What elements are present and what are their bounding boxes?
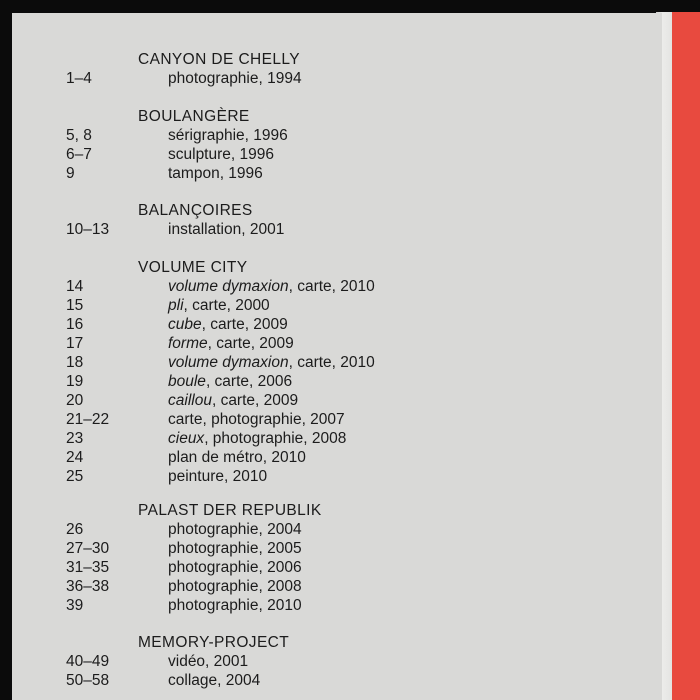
item-description: carte, photographie, 2007 xyxy=(168,411,345,428)
item-description: plan de métro, 2010 xyxy=(168,449,306,466)
item-number: 24 xyxy=(66,449,84,466)
item-description: volume dymaxion, carte, 2010 xyxy=(168,278,375,295)
section-title: BOULANGÈRE xyxy=(138,108,250,125)
item-number: 40–49 xyxy=(66,653,110,670)
list-item xyxy=(12,577,662,596)
item-number: 14 xyxy=(66,278,84,295)
list-item xyxy=(12,315,662,334)
item-number: 21–22 xyxy=(66,411,110,428)
list-item xyxy=(12,145,662,164)
item-number: 19 xyxy=(66,373,84,390)
list-item xyxy=(12,164,662,183)
list-item xyxy=(12,126,662,145)
item-description: vidéo, 2001 xyxy=(168,653,249,670)
list-item xyxy=(12,539,662,558)
section-title: MEMORY-PROJECT xyxy=(138,634,290,651)
item-number: 31–35 xyxy=(66,559,110,576)
item-number: 16 xyxy=(66,316,84,333)
item-description: boule, carte, 2006 xyxy=(168,373,293,390)
list-item xyxy=(12,296,662,315)
list-item xyxy=(12,467,662,486)
item-description: photographie, 2010 xyxy=(168,597,302,614)
section-title: PALAST DER REPUBLIK xyxy=(138,502,322,519)
catalog-page xyxy=(12,13,662,700)
list-item xyxy=(12,429,662,448)
item-description: photographie, 1994 xyxy=(168,70,302,87)
item-number: 23 xyxy=(66,430,84,447)
item-number: 18 xyxy=(66,354,84,371)
item-number: 20 xyxy=(66,392,84,409)
list-item xyxy=(12,372,662,391)
item-number: 5, 8 xyxy=(66,127,92,144)
item-number: 1–4 xyxy=(66,70,92,87)
item-description: caillou, carte, 2009 xyxy=(168,392,299,409)
list-item xyxy=(12,520,662,539)
item-number: 17 xyxy=(66,335,84,352)
item-description: photographie, 2005 xyxy=(168,540,302,557)
item-number: 50–58 xyxy=(66,672,110,689)
item-number: 27–30 xyxy=(66,540,110,557)
item-description: photographie, 2006 xyxy=(168,559,302,576)
item-description: sculpture, 1996 xyxy=(168,146,274,163)
item-number: 39 xyxy=(66,597,84,614)
list-item xyxy=(12,353,662,372)
list-item xyxy=(12,652,662,671)
item-description: photographie, 2004 xyxy=(168,521,302,538)
item-number: 9 xyxy=(66,165,75,182)
item-number: 36–38 xyxy=(66,578,110,595)
list-item xyxy=(12,220,662,239)
item-description: pli, carte, 2000 xyxy=(168,297,270,314)
section-title: CANYON DE CHELLY xyxy=(138,51,301,68)
list-item xyxy=(12,334,662,353)
list-item xyxy=(12,558,662,577)
item-description: sérigraphie, 1996 xyxy=(168,127,288,144)
background-gap xyxy=(656,0,700,12)
list-item xyxy=(12,448,662,467)
list-item xyxy=(12,69,662,88)
item-description: volume dymaxion, carte, 2010 xyxy=(168,354,375,371)
item-description: collage, 2004 xyxy=(168,672,261,689)
section-title: BALANÇOIRES xyxy=(138,202,253,219)
item-description: peinture, 2010 xyxy=(168,468,268,485)
item-number: 10–13 xyxy=(66,221,110,238)
list-item xyxy=(12,391,662,410)
item-number: 26 xyxy=(66,521,84,538)
list-item xyxy=(12,596,662,615)
item-description: installation, 2001 xyxy=(168,221,285,238)
section-title: VOLUME CITY xyxy=(138,259,248,276)
list-item xyxy=(12,410,662,429)
item-number: 25 xyxy=(66,468,84,485)
item-number: 15 xyxy=(66,297,84,314)
item-description: cube, carte, 2009 xyxy=(168,316,288,333)
red-cover-edge xyxy=(672,12,700,700)
item-description: tampon, 1996 xyxy=(168,165,263,182)
item-description: cieux, photographie, 2008 xyxy=(168,430,347,447)
item-description: forme, carte, 2009 xyxy=(168,335,294,352)
list-item xyxy=(12,671,662,690)
list-item xyxy=(12,277,662,296)
item-description: photographie, 2008 xyxy=(168,578,302,595)
item-number: 6–7 xyxy=(66,146,92,163)
